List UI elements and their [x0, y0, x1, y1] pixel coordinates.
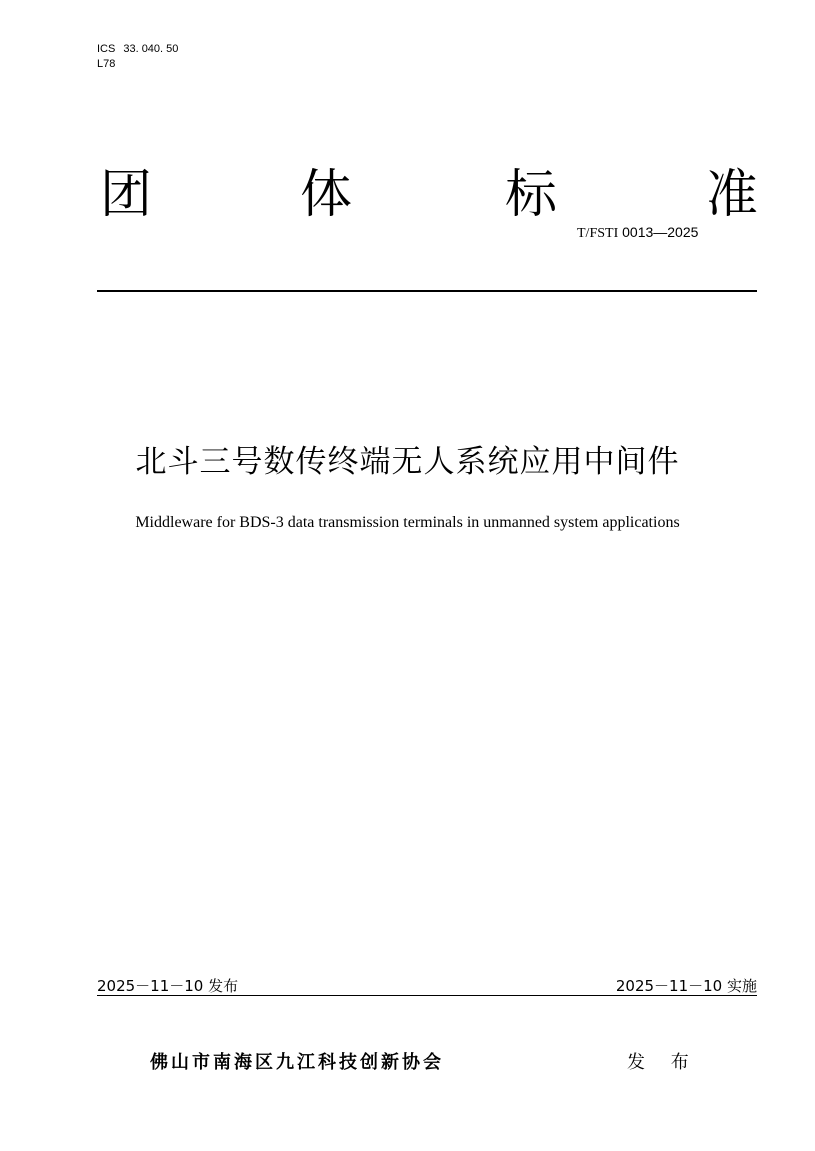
issuing-organization: 佛山市南海区九江科技创新协会: [150, 1052, 444, 1073]
publish-date: 2025－11－10 发布: [97, 977, 239, 995]
title-english: Middleware for BDS-3 data transmission terminals in unmanned system applications: [135, 514, 680, 531]
ccs-code: L78: [97, 58, 116, 70]
implement-date: 2025－11－10 实施: [615, 977, 757, 995]
banner-char-1: 团: [100, 165, 153, 225]
title-chinese: 北斗三号数传终端无人系统应用中间件: [135, 444, 680, 480]
top-divider: [97, 290, 757, 292]
standard-code: 0013—2025: [622, 224, 699, 240]
publish-label: 发 布: [627, 1052, 699, 1073]
date-row: [97, 975, 757, 997]
banner-char-2: 体: [300, 165, 353, 225]
ics-label: ICS: [97, 43, 116, 55]
standard-prefix: T/FSTI: [577, 226, 619, 241]
ics-code: 33. 040. 50: [123, 43, 179, 55]
classification-block: [97, 42, 178, 72]
banner-char-3: 标: [505, 165, 558, 225]
standard-number: [577, 224, 698, 242]
bottom-divider: [97, 995, 757, 996]
banner-char-4: 准: [706, 165, 759, 225]
